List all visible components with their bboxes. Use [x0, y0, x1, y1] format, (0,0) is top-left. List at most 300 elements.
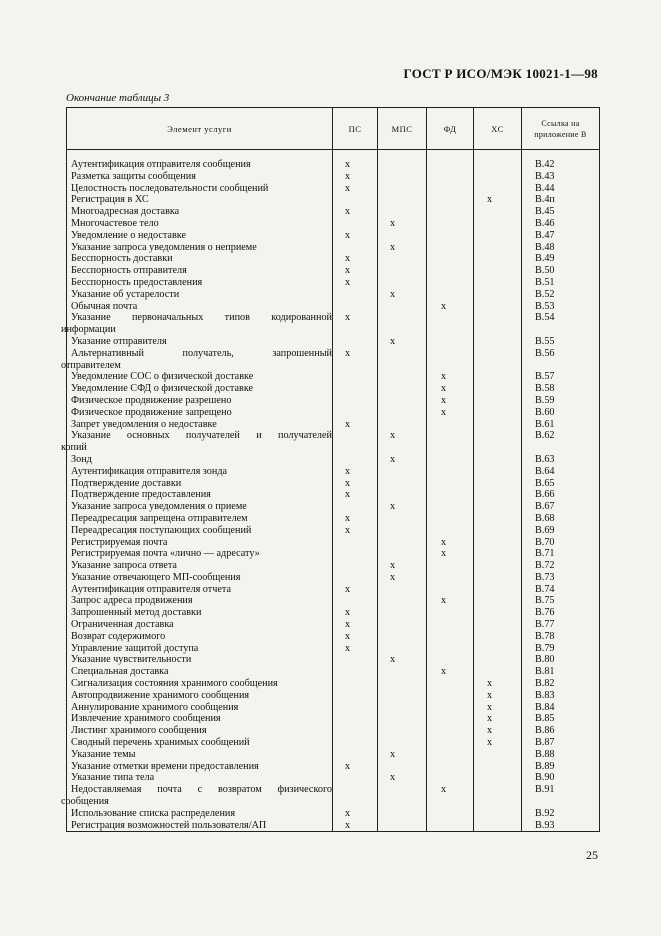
service-element-name	[67, 230, 333, 242]
mark-ps	[333, 548, 378, 560]
table-row	[67, 383, 600, 395]
mark-ps: x	[333, 183, 378, 195]
annex-reference: B.68	[522, 513, 600, 525]
service-element-name	[67, 548, 333, 560]
mark-hs	[474, 242, 522, 254]
mark-ps: x	[333, 584, 378, 596]
header-reference-line1: Ссылка на	[541, 118, 580, 128]
mark-hs	[474, 230, 522, 242]
mark-mps	[378, 513, 427, 525]
mark-hs	[474, 171, 522, 183]
mark-hs	[474, 466, 522, 478]
annex-reference: B.78	[522, 631, 600, 643]
mark-ps	[333, 737, 378, 749]
mark-fd: x	[427, 666, 474, 678]
service-element-name	[67, 525, 333, 537]
mark-ps	[333, 501, 378, 513]
table-header-row	[67, 108, 600, 150]
table-row	[67, 419, 600, 431]
mark-ps	[333, 666, 378, 678]
mark-fd	[427, 619, 474, 631]
service-element-name	[67, 761, 333, 773]
mark-ps	[333, 383, 378, 395]
mark-mps: x	[378, 749, 427, 761]
annex-reference: B.66	[522, 489, 600, 501]
service-element-name	[67, 242, 333, 254]
annex-reference: B.85	[522, 713, 600, 725]
service-element-name	[61, 784, 333, 808]
mark-ps	[333, 678, 378, 690]
mark-mps	[378, 277, 427, 289]
annex-reference: B.83	[522, 690, 600, 702]
mark-fd: x	[427, 407, 474, 419]
element-name-continuation: сообщения	[61, 796, 109, 808]
mark-fd	[427, 253, 474, 265]
mark-ps	[333, 713, 378, 725]
mark-ps: x	[333, 265, 378, 277]
service-element-name	[67, 808, 333, 820]
table-row	[67, 171, 600, 183]
mark-fd: x	[427, 301, 474, 313]
mark-mps	[378, 383, 427, 395]
element-name-line: Аутентификация отправителя сообщения	[71, 159, 251, 170]
annex-reference: B.61	[522, 419, 600, 431]
annex-reference: B.77	[522, 619, 600, 631]
element-name-line: Регистрация возможностей пользователя/АП	[71, 819, 267, 831]
element-name-line: Извлечение хранимого сообщения	[71, 713, 221, 725]
mark-fd	[427, 419, 474, 431]
mark-hs	[474, 548, 522, 560]
element-name-line: Подтверждение предоставления	[71, 489, 211, 501]
annex-reference: B.62	[522, 430, 600, 454]
service-element-name	[67, 407, 333, 419]
header-fd: ФД	[427, 108, 474, 150]
mark-mps	[378, 478, 427, 490]
annex-reference: B.75	[522, 595, 600, 607]
service-element-name	[67, 218, 333, 230]
service-element-name	[61, 347, 333, 372]
mark-fd	[427, 631, 474, 643]
mark-fd: x	[427, 595, 474, 607]
service-element-name	[67, 619, 333, 631]
element-name-line: Регистрация в ХС	[71, 194, 149, 206]
mark-fd	[427, 678, 474, 690]
mark-mps	[378, 820, 427, 832]
service-element-name	[67, 301, 333, 313]
mark-ps: x	[333, 631, 378, 643]
element-name-line: Запрошенный метод доставки	[71, 607, 202, 619]
mark-hs	[474, 537, 522, 549]
service-element-name	[67, 383, 333, 395]
mark-hs	[474, 383, 522, 395]
mark-fd	[427, 820, 474, 832]
annex-reference: B.46	[522, 218, 600, 230]
table-row	[67, 478, 600, 490]
mark-mps: x	[378, 336, 427, 348]
mark-hs	[474, 654, 522, 666]
mark-mps: x	[378, 501, 427, 513]
mark-fd	[427, 761, 474, 773]
element-name-line: Альтернативный получатель, запрошенный	[71, 347, 332, 359]
mark-hs	[474, 761, 522, 773]
service-element-name	[67, 466, 333, 478]
header-ps: ПС	[333, 108, 378, 150]
mark-mps: x	[378, 654, 427, 666]
table-row	[67, 820, 600, 832]
mark-hs	[474, 277, 522, 289]
mark-ps	[333, 772, 378, 784]
service-element-name	[67, 289, 333, 301]
service-element-name	[67, 336, 333, 348]
mark-mps	[378, 548, 427, 560]
element-name-line: Указание основных получателей и получателей	[71, 430, 332, 442]
mark-mps: x	[378, 454, 427, 466]
mark-mps	[378, 312, 427, 336]
table-row	[67, 466, 600, 478]
service-element-name	[67, 513, 333, 525]
table-row	[67, 654, 600, 666]
element-name-line: Разметка защиты сообщения	[71, 170, 196, 182]
element-name-line: Зонд	[71, 453, 92, 465]
service-element-name	[61, 430, 333, 454]
annex-reference: B.80	[522, 654, 600, 666]
mark-ps: x	[333, 312, 378, 336]
table-row	[67, 572, 600, 584]
header-mps: МПС	[378, 108, 427, 150]
mark-fd	[427, 572, 474, 584]
element-name-line: Указание первоначальных типов кодированной	[71, 312, 332, 324]
mark-fd	[427, 466, 474, 478]
mark-ps: x	[333, 820, 378, 832]
service-element-name	[67, 419, 333, 431]
mark-mps	[378, 713, 427, 725]
annex-reference: B.54	[522, 312, 600, 336]
mark-fd	[427, 478, 474, 490]
service-element-name	[67, 454, 333, 466]
mark-hs	[474, 218, 522, 230]
element-name-line: Сигнализация состояния хранимого сообщения	[71, 678, 278, 690]
mark-ps: x	[333, 348, 378, 372]
table-row	[67, 265, 600, 277]
mark-ps: x	[333, 159, 378, 171]
mark-fd: x	[427, 383, 474, 395]
table-row	[67, 242, 600, 254]
table-spacer-row	[67, 150, 600, 160]
service-element-name	[67, 572, 333, 584]
mark-mps	[378, 407, 427, 419]
mark-fd	[427, 277, 474, 289]
annex-reference: B.48	[522, 242, 600, 254]
header-reference	[522, 108, 600, 150]
annex-reference: B.43	[522, 171, 600, 183]
service-element-name	[67, 501, 333, 513]
element-name-line: Аутентификация отправителя зонда	[71, 465, 228, 477]
annex-reference: B.74	[522, 584, 600, 596]
mark-hs: x	[474, 725, 522, 737]
mark-hs	[474, 301, 522, 313]
mark-fd	[427, 348, 474, 372]
mark-hs	[474, 265, 522, 277]
service-element-name	[67, 277, 333, 289]
annex-reference: B.84	[522, 702, 600, 714]
mark-mps	[378, 690, 427, 702]
service-element-name	[67, 371, 333, 383]
annex-reference: B.49	[522, 253, 600, 265]
table-row	[67, 548, 600, 560]
mark-fd	[427, 312, 474, 336]
mark-hs	[474, 407, 522, 419]
mark-hs: x	[474, 678, 522, 690]
mark-hs: x	[474, 194, 522, 206]
mark-ps	[333, 690, 378, 702]
mark-mps	[378, 607, 427, 619]
mark-ps: x	[333, 230, 378, 242]
table-row	[67, 277, 600, 289]
annex-reference: B.57	[522, 371, 600, 383]
element-name-line: Физическое продвижение запрещено	[71, 406, 232, 418]
mark-mps	[378, 595, 427, 607]
mark-mps	[378, 466, 427, 478]
table-row	[67, 643, 600, 655]
annex-reference: B.58	[522, 383, 600, 395]
mark-fd	[427, 242, 474, 254]
mark-mps	[378, 171, 427, 183]
element-name-line: Многоадресная доставка	[71, 206, 180, 218]
element-name-line: Указание отправителя	[71, 335, 167, 347]
mark-hs	[474, 348, 522, 372]
mark-hs: x	[474, 702, 522, 714]
table-row	[67, 206, 600, 218]
mark-mps: x	[378, 572, 427, 584]
table-row	[67, 159, 600, 171]
mark-mps	[378, 230, 427, 242]
table-row	[67, 371, 600, 383]
element-name-line: Сводный перечень хранимых сообщений	[71, 737, 250, 749]
annex-reference: B.81	[522, 666, 600, 678]
element-name-line: Специальная доставка	[71, 666, 169, 678]
mark-hs	[474, 513, 522, 525]
mark-mps	[378, 301, 427, 313]
element-name-line: Регистрируемая почта «лично — адресату»	[71, 548, 260, 560]
mark-ps	[333, 702, 378, 714]
table-row	[67, 808, 600, 820]
mark-ps	[333, 194, 378, 206]
annex-reference: B.69	[522, 525, 600, 537]
table-row	[67, 666, 600, 678]
table-row	[67, 218, 600, 230]
service-element-name	[67, 820, 333, 832]
mark-mps	[378, 678, 427, 690]
mark-mps	[378, 808, 427, 820]
element-name-line: Автопродвижение хранимого сообщения	[71, 689, 250, 701]
annex-reference: B.64	[522, 466, 600, 478]
element-name-line: Аутентификация отправителя отчета	[71, 583, 231, 595]
table-row	[67, 501, 600, 513]
annex-reference: B.56	[522, 348, 600, 372]
standard-code: ГОСТ Р ИСО/МЭК 10021-1—98	[403, 66, 598, 81]
annex-reference: B.88	[522, 749, 600, 761]
table-row	[67, 749, 600, 761]
mark-ps	[333, 560, 378, 572]
annex-reference: B.65	[522, 478, 600, 490]
annex-reference: B.79	[522, 643, 600, 655]
table-row	[67, 678, 600, 690]
mark-mps: x	[378, 560, 427, 572]
element-name-line: Переадресация поступающих сообщений	[71, 524, 252, 536]
mark-hs	[474, 183, 522, 195]
mark-fd	[427, 749, 474, 761]
element-name-line: Указание запроса уведомления о неприеме	[71, 241, 257, 253]
mark-fd	[427, 607, 474, 619]
element-name-line: Переадресация запрещена отправителем	[71, 512, 248, 524]
annex-reference: B.82	[522, 678, 600, 690]
service-element-name	[67, 489, 333, 501]
mark-fd	[427, 725, 474, 737]
mark-hs	[474, 159, 522, 171]
mark-hs	[474, 607, 522, 619]
mark-fd	[427, 584, 474, 596]
mark-ps	[333, 537, 378, 549]
element-name-line: Уведомление СФД о физической доставке	[71, 383, 254, 395]
service-element-name	[67, 171, 333, 183]
mark-ps	[333, 289, 378, 301]
annex-reference: B.93	[522, 820, 600, 832]
mark-ps: x	[333, 466, 378, 478]
service-element-name	[67, 654, 333, 666]
mark-fd	[427, 336, 474, 348]
service-element-name	[67, 537, 333, 549]
mark-fd	[427, 513, 474, 525]
table-row	[67, 301, 600, 313]
mark-hs	[474, 289, 522, 301]
service-element-name	[67, 725, 333, 737]
mark-ps	[333, 242, 378, 254]
service-element-name	[67, 702, 333, 714]
service-element-name	[61, 312, 333, 336]
annex-reference: B.44	[522, 183, 600, 195]
table-row	[67, 772, 600, 784]
table-row	[67, 312, 600, 336]
mark-ps: x	[333, 643, 378, 655]
mark-mps	[378, 784, 427, 808]
mark-fd: x	[427, 537, 474, 549]
table-row	[67, 595, 600, 607]
element-name-line: Листинг хранимого сообщения	[71, 725, 207, 737]
table-row	[67, 713, 600, 725]
mark-fd	[427, 230, 474, 242]
element-name-line: Управление защитой доступа	[71, 642, 199, 654]
element-name-line: Подтверждение доставки	[71, 477, 182, 489]
table-row	[67, 454, 600, 466]
service-element-name	[67, 560, 333, 572]
element-name-line: Указание чувствительности	[71, 654, 192, 666]
mark-hs	[474, 820, 522, 832]
annex-reference: B.51	[522, 277, 600, 289]
service-element-name	[67, 690, 333, 702]
element-name-line: Указание типа тела	[71, 772, 155, 784]
element-name-line: Недоставляемая почта с возвратом физического	[71, 784, 332, 796]
annex-reference: B.55	[522, 336, 600, 348]
mark-ps	[333, 595, 378, 607]
element-name-line: Указание запроса уведомления о приеме	[71, 501, 247, 513]
mark-mps	[378, 643, 427, 655]
mark-ps	[333, 725, 378, 737]
element-name-line: Регистрируемая почта	[71, 536, 168, 548]
table-row	[67, 336, 600, 348]
element-name-line: Уведомление СОС о физической доставке	[71, 371, 254, 383]
element-name-line: Многочастевое тело	[71, 217, 159, 229]
mark-ps: x	[333, 761, 378, 773]
annex-reference: B.63	[522, 454, 600, 466]
mark-mps	[378, 619, 427, 631]
mark-mps	[378, 194, 427, 206]
service-element-name	[67, 584, 333, 596]
mark-mps	[378, 666, 427, 678]
mark-ps	[333, 572, 378, 584]
annex-reference: B.70	[522, 537, 600, 549]
table-row	[67, 737, 600, 749]
service-element-name	[67, 478, 333, 490]
annex-reference: B.47	[522, 230, 600, 242]
mark-fd	[427, 206, 474, 218]
mark-hs	[474, 749, 522, 761]
mark-hs	[474, 784, 522, 808]
annex-reference: B.89	[522, 761, 600, 773]
mark-fd	[427, 690, 474, 702]
mark-hs	[474, 619, 522, 631]
mark-ps: x	[333, 253, 378, 265]
mark-fd	[427, 501, 474, 513]
mark-mps: x	[378, 430, 427, 454]
mark-fd	[427, 560, 474, 572]
table-row	[67, 761, 600, 773]
table-row	[67, 407, 600, 419]
service-element-name	[67, 206, 333, 218]
table-row	[67, 690, 600, 702]
annex-reference: B.76	[522, 607, 600, 619]
table-row	[67, 725, 600, 737]
annex-reference: B.50	[522, 265, 600, 277]
element-name-line: Бесспорность предоставления	[71, 276, 203, 288]
mark-fd	[427, 654, 474, 666]
mark-mps	[378, 371, 427, 383]
service-element-name	[67, 395, 333, 407]
mark-fd	[427, 265, 474, 277]
mark-fd: x	[427, 371, 474, 383]
element-name-line: Целостность последовательности сообщений	[71, 182, 269, 194]
mark-hs	[474, 631, 522, 643]
mark-fd	[427, 430, 474, 454]
header-element: Элемент услуги	[67, 108, 333, 150]
mark-fd	[427, 171, 474, 183]
mark-fd	[427, 289, 474, 301]
annex-reference: B.91	[522, 784, 600, 808]
mark-hs	[474, 430, 522, 454]
mark-hs	[474, 336, 522, 348]
mark-mps	[378, 489, 427, 501]
service-element-name	[67, 253, 333, 265]
mark-hs	[474, 419, 522, 431]
mark-hs	[474, 595, 522, 607]
mark-ps: x	[333, 277, 378, 289]
annex-reference: B.53	[522, 301, 600, 313]
mark-mps	[378, 737, 427, 749]
service-element-name	[67, 678, 333, 690]
mark-hs	[474, 584, 522, 596]
mark-hs: x	[474, 713, 522, 725]
mark-fd: x	[427, 395, 474, 407]
table-row	[67, 194, 600, 206]
